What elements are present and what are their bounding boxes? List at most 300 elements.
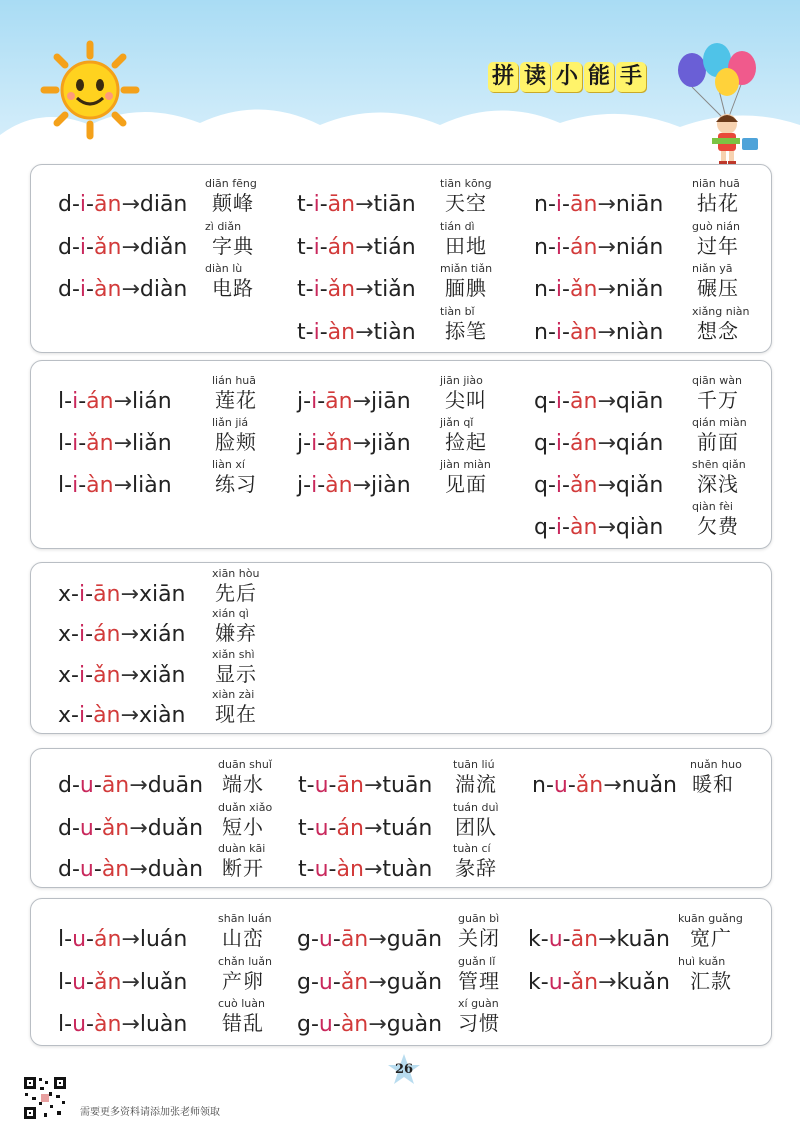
initial-consonant: l xyxy=(58,389,65,414)
hyphen: - xyxy=(71,582,79,607)
initial-consonant: x xyxy=(58,582,72,607)
word-pinyin: xiàn zài xyxy=(212,688,255,701)
word-hanzi: 宽广 xyxy=(690,926,732,950)
word-pinyin: qiàn fèi xyxy=(692,500,733,513)
word-pinyin: tiàn bǐ xyxy=(440,305,475,318)
word-pinyin: tuān liú xyxy=(453,758,495,771)
result-syllable: jiàn xyxy=(371,473,411,498)
spelling-formula xyxy=(528,927,670,953)
spelling-formula xyxy=(297,473,411,499)
spelling-formula xyxy=(58,927,187,953)
balloon-girl-illustration xyxy=(672,42,782,167)
initial-consonant: k xyxy=(528,927,541,952)
word-hanzi: 电路 xyxy=(212,276,254,300)
word-pinyin: kuān guǎng xyxy=(678,912,743,925)
spelling-formula xyxy=(58,663,186,689)
arrow-icon: → xyxy=(129,816,148,841)
hyphen: - xyxy=(310,927,319,952)
final-with-tone: án xyxy=(327,235,356,260)
final-with-tone: ān xyxy=(570,389,598,414)
word-hanzi: 湍流 xyxy=(455,772,497,796)
result-syllable: tiàn xyxy=(373,320,416,345)
arrow-icon: → xyxy=(597,192,616,217)
spelling-formula xyxy=(58,970,187,996)
hyphen: - xyxy=(547,389,556,414)
word-pinyin: niān huā xyxy=(692,177,740,190)
arrow-icon: → xyxy=(121,970,140,995)
result-syllable: xiǎn xyxy=(138,663,186,688)
word-pinyin: xiān hòu xyxy=(212,567,260,580)
result-syllable: lián xyxy=(132,389,172,414)
word-pinyin: niǎn yā xyxy=(692,262,733,275)
final-with-tone: àn xyxy=(93,1012,122,1037)
spelling-formula xyxy=(58,235,187,261)
result-syllable: nián xyxy=(615,235,664,260)
spelling-formula xyxy=(58,389,172,415)
medial-vowel: i xyxy=(313,320,320,345)
final-with-tone: àn xyxy=(327,320,356,345)
hyphen: - xyxy=(547,235,556,260)
word-pinyin: miǎn tiǎn xyxy=(440,262,493,275)
final-with-tone: ǎn xyxy=(570,970,599,995)
hyphen: - xyxy=(93,773,102,798)
hyphen: - xyxy=(303,389,312,414)
arrow-icon: → xyxy=(597,389,616,414)
word-pinyin: diàn lù xyxy=(205,262,243,275)
result-syllable: tuān xyxy=(382,773,433,798)
word-hanzi: 前面 xyxy=(697,430,739,454)
initial-consonant: t xyxy=(298,816,307,841)
word-pinyin: tiān kōng xyxy=(440,177,492,190)
arrow-icon: → xyxy=(597,320,616,345)
hyphen: - xyxy=(328,816,337,841)
hyphen: - xyxy=(71,277,80,302)
spelling-formula xyxy=(297,389,411,415)
hyphen: - xyxy=(86,277,94,302)
medial-vowel: i xyxy=(313,235,320,260)
hyphen: - xyxy=(64,389,73,414)
result-syllable: niān xyxy=(615,192,664,217)
hyphen: - xyxy=(86,235,94,260)
result-syllable: diǎn xyxy=(139,235,188,260)
hyphen: - xyxy=(93,857,102,882)
hyphen: - xyxy=(93,816,102,841)
hyphen: - xyxy=(303,473,312,498)
hyphen: - xyxy=(85,582,94,607)
medial-vowel: u xyxy=(79,816,94,841)
result-syllable: xiàn xyxy=(138,703,186,728)
spelling-formula xyxy=(534,431,663,457)
word-hanzi: 千万 xyxy=(697,388,739,412)
word-hanzi: 团队 xyxy=(455,815,497,839)
initial-consonant: g xyxy=(297,970,311,995)
word-hanzi: 想念 xyxy=(697,319,739,343)
spelling-formula xyxy=(58,277,187,303)
medial-vowel: i xyxy=(78,622,86,647)
result-syllable: nuǎn xyxy=(621,773,677,798)
initial-consonant: t xyxy=(297,320,306,345)
spelling-formula xyxy=(534,389,663,415)
title-char: 小 xyxy=(552,62,582,92)
result-syllable: guǎn xyxy=(386,970,443,995)
hyphen: - xyxy=(562,235,570,260)
arrow-icon: → xyxy=(363,773,383,798)
result-syllable: liàn xyxy=(132,473,172,498)
word-hanzi: 碾压 xyxy=(697,276,739,300)
word-hanzi: 暖和 xyxy=(692,772,734,796)
result-syllable: diān xyxy=(139,192,188,217)
word-hanzi: 关闭 xyxy=(458,926,500,950)
initial-consonant: t xyxy=(298,857,307,882)
medial-vowel: i xyxy=(313,277,320,302)
spelling-formula xyxy=(297,277,416,303)
medial-vowel: i xyxy=(79,277,87,302)
hyphen: - xyxy=(540,927,549,952)
hyphen: - xyxy=(85,663,94,688)
hyphen: - xyxy=(303,431,312,456)
final-with-tone: àn xyxy=(94,277,122,302)
spelling-formula xyxy=(58,582,186,608)
final-with-tone: án xyxy=(93,622,121,647)
word-pinyin: guǎn lǐ xyxy=(458,955,496,968)
arrow-icon: → xyxy=(113,473,133,498)
spelling-formula xyxy=(58,816,203,842)
medial-vowel: i xyxy=(555,320,563,345)
word-hanzi: 嫌弃 xyxy=(215,621,257,645)
final-with-tone: ǎn xyxy=(94,235,122,260)
spelling-formula xyxy=(534,320,663,346)
spelling-formula xyxy=(58,857,203,883)
hyphen: - xyxy=(86,1012,94,1037)
result-syllable: luàn xyxy=(139,1012,188,1037)
medial-vowel: u xyxy=(314,857,329,882)
arrow-icon: → xyxy=(120,703,139,728)
final-with-tone: ān xyxy=(340,927,369,952)
word-hanzi: 断开 xyxy=(222,856,264,880)
initial-consonant: q xyxy=(534,389,548,414)
hyphen: - xyxy=(547,473,556,498)
hyphen: - xyxy=(86,970,94,995)
hyphen: - xyxy=(85,622,94,647)
medial-vowel: i xyxy=(311,431,318,456)
result-syllable: jiǎn xyxy=(371,431,411,456)
word-hanzi: 彖辞 xyxy=(455,856,497,880)
word-pinyin: duān shuǐ xyxy=(218,758,272,771)
page-title xyxy=(488,62,646,96)
hyphen: - xyxy=(78,431,87,456)
hyphen: - xyxy=(547,320,556,345)
word-hanzi: 颠峰 xyxy=(212,191,254,215)
hyphen: - xyxy=(332,1012,341,1037)
hyphen: - xyxy=(71,816,80,841)
hyphen: - xyxy=(319,192,328,217)
word-hanzi: 端水 xyxy=(222,772,264,796)
final-with-tone: ān xyxy=(93,582,121,607)
hyphen: - xyxy=(562,473,570,498)
word-hanzi: 欠费 xyxy=(697,514,739,538)
initial-consonant: t xyxy=(297,277,306,302)
arrow-icon: → xyxy=(121,927,140,952)
result-syllable: tiǎn xyxy=(373,277,416,302)
word-pinyin: liǎn jiá xyxy=(212,416,249,429)
initial-consonant: t xyxy=(297,192,306,217)
word-pinyin: jiǎn qǐ xyxy=(440,416,474,429)
medial-vowel: u xyxy=(314,816,329,841)
result-syllable: diàn xyxy=(139,277,188,302)
initial-consonant: d xyxy=(58,816,72,841)
result-syllable: guān xyxy=(386,927,443,952)
word-hanzi: 见面 xyxy=(445,472,487,496)
result-syllable: guàn xyxy=(386,1012,443,1037)
initial-consonant: n xyxy=(534,235,548,260)
spelling-formula xyxy=(58,431,172,457)
word-pinyin: shēn qiǎn xyxy=(692,458,746,471)
hyphen: - xyxy=(332,927,341,952)
hyphen: - xyxy=(71,703,79,728)
medial-vowel: u xyxy=(314,773,329,798)
word-pinyin: duàn kāi xyxy=(218,842,266,855)
word-hanzi: 练习 xyxy=(215,472,257,496)
arrow-icon: → xyxy=(113,431,133,456)
word-hanzi: 现在 xyxy=(215,702,257,726)
arrow-icon: → xyxy=(120,622,139,647)
hyphen: - xyxy=(319,277,328,302)
initial-consonant: g xyxy=(297,927,311,952)
result-syllable: tiān xyxy=(373,192,416,217)
hyphen: - xyxy=(545,773,554,798)
hyphen: - xyxy=(310,970,319,995)
result-syllable: duǎn xyxy=(147,816,204,841)
hyphen: - xyxy=(85,703,94,728)
word-hanzi: 腼腆 xyxy=(445,276,487,300)
final-with-tone: ǎn xyxy=(325,431,353,456)
initial-consonant: d xyxy=(58,773,72,798)
arrow-icon: → xyxy=(121,1012,140,1037)
initial-consonant: d xyxy=(58,235,72,260)
spelling-formula xyxy=(297,970,442,996)
final-with-tone: àn xyxy=(570,515,598,540)
word-pinyin: guān bì xyxy=(458,912,500,925)
result-syllable: tián xyxy=(373,235,416,260)
hyphen: - xyxy=(562,277,570,302)
result-syllable: xián xyxy=(138,622,186,647)
spelling-formula xyxy=(297,431,411,457)
spelling-formula xyxy=(534,515,663,541)
word-pinyin: lián huā xyxy=(212,374,257,387)
arrow-icon: → xyxy=(121,235,140,260)
page-number: 26 xyxy=(394,1062,414,1077)
arrow-icon: → xyxy=(597,235,616,260)
word-pinyin: xián qì xyxy=(212,607,249,620)
medial-vowel: i xyxy=(311,473,318,498)
medial-vowel: u xyxy=(72,1012,87,1037)
initial-consonant: j xyxy=(297,431,304,456)
final-with-tone: ān xyxy=(336,773,364,798)
word-hanzi: 短小 xyxy=(222,815,264,839)
initial-consonant: d xyxy=(58,277,72,302)
hyphen: - xyxy=(562,970,571,995)
hyphen: - xyxy=(86,927,94,952)
word-pinyin: qiān wàn xyxy=(692,374,742,387)
medial-vowel: i xyxy=(72,431,79,456)
hyphen: - xyxy=(64,927,73,952)
initial-consonant: l xyxy=(58,1012,65,1037)
spelling-formula xyxy=(298,773,432,799)
medial-vowel: u xyxy=(79,773,94,798)
final-with-tone: án xyxy=(93,927,122,952)
final-with-tone: àn xyxy=(336,857,364,882)
spelling-formula xyxy=(58,622,186,648)
final-with-tone: ǎn xyxy=(93,663,121,688)
medial-vowel: u xyxy=(79,857,94,882)
arrow-icon: → xyxy=(129,857,148,882)
spelling-formula xyxy=(297,1012,442,1038)
final-with-tone: àn xyxy=(86,473,114,498)
arrow-icon: → xyxy=(352,431,372,456)
arrow-icon: → xyxy=(121,192,140,217)
hyphen: - xyxy=(562,320,570,345)
medial-vowel: i xyxy=(555,515,563,540)
word-pinyin: tián dì xyxy=(440,220,475,233)
hyphen: - xyxy=(64,431,73,456)
word-hanzi: 管理 xyxy=(458,969,500,993)
hyphen: - xyxy=(64,473,73,498)
spelling-formula xyxy=(297,235,416,261)
hyphen: - xyxy=(540,970,549,995)
arrow-icon: → xyxy=(355,235,374,260)
medial-vowel: i xyxy=(313,192,320,217)
final-with-tone: ān xyxy=(569,192,598,217)
final-with-tone: ān xyxy=(101,773,130,798)
initial-consonant: d xyxy=(58,857,72,882)
final-with-tone: àn xyxy=(569,320,598,345)
word-hanzi: 过年 xyxy=(697,234,739,258)
spelling-formula xyxy=(532,773,677,799)
hyphen: - xyxy=(305,277,314,302)
spelling-formula xyxy=(298,857,432,883)
hyphen: - xyxy=(562,192,570,217)
arrow-icon: → xyxy=(598,927,617,952)
arrow-icon: → xyxy=(121,277,140,302)
arrow-icon: → xyxy=(352,389,372,414)
footer-note: 需要更多资料请添加张老师领取 xyxy=(80,1107,220,1118)
hyphen: - xyxy=(547,277,556,302)
word-hanzi: 产卵 xyxy=(222,969,264,993)
qr-code xyxy=(22,1075,68,1121)
final-with-tone: án xyxy=(86,389,114,414)
initial-consonant: g xyxy=(297,1012,311,1037)
hyphen: - xyxy=(547,431,556,456)
spelling-formula xyxy=(58,1012,187,1038)
medial-vowel: i xyxy=(79,192,87,217)
arrow-icon: → xyxy=(129,773,148,798)
arrow-icon: → xyxy=(120,582,139,607)
hyphen: - xyxy=(562,431,570,456)
word-pinyin: duǎn xiǎo xyxy=(218,801,273,814)
final-with-tone: ǎn xyxy=(327,277,356,302)
hyphen: - xyxy=(306,857,315,882)
hyphen: - xyxy=(562,927,571,952)
word-pinyin: jiān jiào xyxy=(440,374,483,387)
word-pinyin: liàn xí xyxy=(212,458,245,471)
title-char: 能 xyxy=(584,62,614,92)
final-with-tone: àn xyxy=(340,1012,369,1037)
word-hanzi: 显示 xyxy=(215,662,257,686)
result-syllable: qián xyxy=(615,431,664,456)
arrow-icon: → xyxy=(598,970,617,995)
arrow-icon: → xyxy=(597,515,616,540)
hyphen: - xyxy=(71,663,79,688)
final-with-tone: án xyxy=(570,431,598,456)
hyphen: - xyxy=(71,773,80,798)
hyphen: - xyxy=(306,773,315,798)
word-hanzi: 莲花 xyxy=(215,388,257,412)
medial-vowel: i xyxy=(555,431,563,456)
arrow-icon: → xyxy=(603,773,622,798)
result-syllable: luǎn xyxy=(139,970,188,995)
spelling-formula xyxy=(534,235,663,261)
final-with-tone: ān xyxy=(94,192,122,217)
medial-vowel: i xyxy=(555,192,563,217)
word-pinyin: jiàn miàn xyxy=(440,458,491,471)
word-pinyin: xiǎn shì xyxy=(212,648,255,661)
result-syllable: qiǎn xyxy=(615,473,664,498)
spelling-formula xyxy=(534,277,663,303)
spelling-formula xyxy=(58,703,186,729)
hyphen: - xyxy=(71,857,80,882)
spelling-formula xyxy=(298,816,432,842)
result-syllable: kuǎn xyxy=(616,970,670,995)
hyphen: - xyxy=(64,1012,73,1037)
medial-vowel: i xyxy=(555,235,563,260)
spelling-formula xyxy=(297,320,416,346)
hyphen: - xyxy=(306,816,315,841)
hyphen: - xyxy=(547,192,556,217)
initial-consonant: x xyxy=(58,622,72,647)
result-syllable: kuān xyxy=(616,927,670,952)
initial-consonant: l xyxy=(58,927,65,952)
medial-vowel: u xyxy=(553,773,568,798)
word-hanzi: 掭笔 xyxy=(445,319,487,343)
medial-vowel: i xyxy=(78,703,86,728)
hyphen: - xyxy=(78,389,87,414)
final-with-tone: ǎn xyxy=(575,773,604,798)
arrow-icon: → xyxy=(355,192,374,217)
word-pinyin: shān luán xyxy=(218,912,272,925)
final-with-tone: ǎn xyxy=(86,431,114,456)
result-syllable: liǎn xyxy=(132,431,172,456)
result-syllable: tuàn xyxy=(382,857,433,882)
final-with-tone: àn xyxy=(101,857,130,882)
medial-vowel: i xyxy=(72,389,79,414)
arrow-icon: → xyxy=(368,1012,387,1037)
initial-consonant: l xyxy=(58,473,65,498)
word-hanzi: 田地 xyxy=(445,234,487,258)
initial-consonant: x xyxy=(58,703,72,728)
title-char: 拼 xyxy=(488,62,518,92)
spelling-formula xyxy=(297,927,442,953)
result-syllable: qiàn xyxy=(615,515,664,540)
word-hanzi: 山峦 xyxy=(222,926,264,950)
initial-consonant: q xyxy=(534,431,548,456)
initial-consonant: l xyxy=(58,431,65,456)
hyphen: - xyxy=(319,320,328,345)
final-with-tone: ān xyxy=(327,192,356,217)
final-with-tone: ǎn xyxy=(569,277,598,302)
title-char: 读 xyxy=(520,62,550,92)
final-with-tone: ǎn xyxy=(93,970,122,995)
medial-vowel: i xyxy=(555,473,563,498)
